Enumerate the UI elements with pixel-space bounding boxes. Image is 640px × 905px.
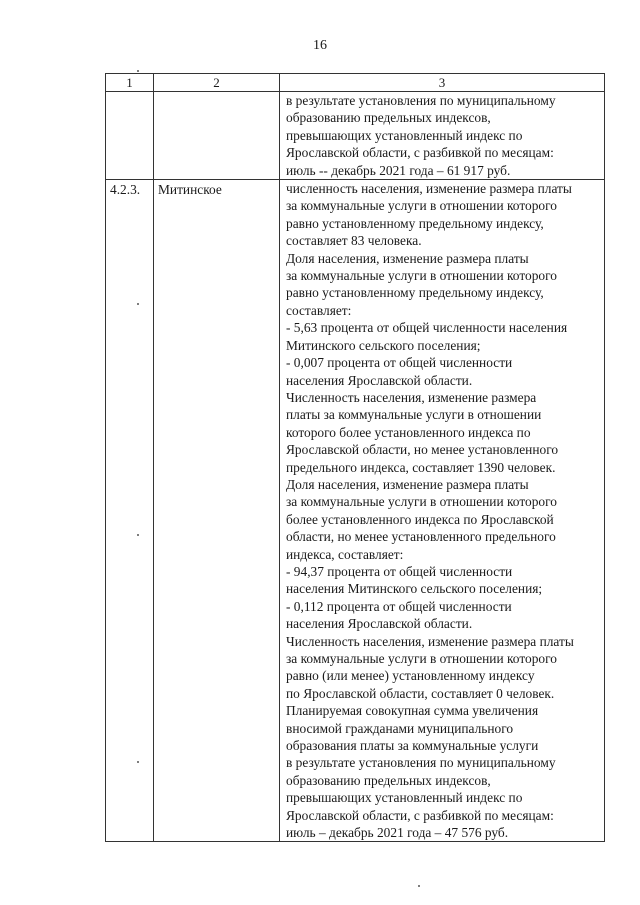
text-line: равно (или менее) установленному индексу: [286, 668, 535, 684]
row-content: [280, 92, 604, 179]
text-line: предельного индекса, составляет 1390 человек.: [286, 459, 556, 475]
text-line: за коммунальные услуги в отношении которого: [286, 198, 557, 214]
text-line: - 0,112 процента от общей численности: [286, 598, 512, 614]
text-line: населения Ярославской области.: [286, 616, 473, 632]
table-header-row: [105, 73, 605, 92]
text-line: Ярославской области, с разбивкой по месяцам:: [286, 145, 554, 161]
row-name-cell: [154, 180, 280, 841]
text-line: населения Митинского сельского поселения;: [286, 581, 543, 597]
page-number: 16: [313, 38, 327, 53]
scan-speck: [418, 885, 420, 887]
header-col-2: 2: [154, 74, 280, 91]
text-line: - 5,63 процента от общей численности населения: [286, 320, 568, 336]
text-line: образованию предельных индексов,: [286, 110, 491, 126]
row-number-cell: [106, 92, 154, 179]
row-content-cell: [280, 180, 604, 841]
text-line: которого более установленного индекса по: [286, 424, 531, 440]
text-line: Доля населения, изменение размера платы: [286, 250, 529, 266]
scan-speck: [137, 534, 139, 536]
text-line: индекса, составляет:: [286, 546, 404, 562]
text-line: за коммунальные услуги в отношении которого: [286, 651, 557, 666]
row-number: 4.2.3.: [110, 182, 141, 198]
text-line: Численность населения, изменение размера платы: [286, 633, 574, 649]
scan-speck: [137, 70, 139, 72]
header-col-1: 1: [106, 74, 154, 91]
document-table: [105, 73, 605, 842]
text-line: Митинского сельского поселения;: [286, 337, 481, 353]
row-content: [280, 180, 604, 841]
scan-speck: [137, 761, 139, 763]
text-line: численность населения, изменение размера платы: [286, 181, 572, 197]
text-line: вносимой гражданами муниципального: [286, 720, 514, 736]
text-line: составляет 83 человека.: [286, 233, 422, 249]
text-line: образования платы за коммунальные услуги: [286, 738, 539, 754]
text-line: составляет:: [286, 302, 352, 318]
text-line: Ярославской области, с разбивкой по месяцам:: [286, 807, 554, 823]
header-col-3: 3: [438, 75, 446, 90]
text-line: Ярославской области, но менее установленного: [286, 442, 559, 458]
text-line: Планируемая совокупная сумма увеличения: [286, 703, 539, 719]
settlement-name: Митинское: [158, 182, 222, 198]
text-line: платы за коммунальные услуги в отношении: [286, 407, 542, 423]
row-number-cell: [106, 180, 154, 841]
text-line: равно установленному предельному индексу,: [286, 215, 544, 231]
text-line: более установленного индекса по Ярославской: [286, 511, 554, 527]
text-line: Доля населения, изменение размера платы: [286, 476, 529, 492]
text-line: по Ярославской области, составляет 0 человек.: [286, 685, 555, 701]
text-line: превышающих установленный индекс по: [286, 127, 523, 143]
text-line: в результате установления по муниципальному: [286, 755, 556, 771]
text-line: Численность населения, изменение размера: [286, 389, 537, 405]
table-row: [105, 180, 605, 842]
table-row: [105, 92, 605, 180]
text-line: за коммунальные услуги в отношении которого: [286, 268, 557, 284]
text-line: превышающих установленный индекс по: [286, 790, 523, 806]
text-line: июль -- декабрь 2021 года – 61 917 руб.: [286, 162, 511, 178]
text-line: равно установленному предельному индексу,: [286, 285, 544, 301]
text-line: за коммунальные услуги в отношении которого: [286, 494, 557, 510]
text-line: образованию предельных индексов,: [286, 772, 491, 788]
text-line: июль – декабрь 2021 года – 47 576 руб.: [286, 825, 509, 841]
text-line: в результате установления по муниципальному: [286, 93, 556, 108]
text-line: населения Ярославской области.: [286, 372, 473, 388]
row-name-cell: [154, 92, 280, 179]
text-line: - 94,37 процента от общей численности: [286, 563, 513, 579]
text-line: - 0,007 процента от общей численности: [286, 355, 513, 371]
text-line: области, но менее установленного предельного: [286, 529, 556, 545]
row-content-cell: [280, 92, 604, 179]
scan-speck: [137, 303, 139, 305]
